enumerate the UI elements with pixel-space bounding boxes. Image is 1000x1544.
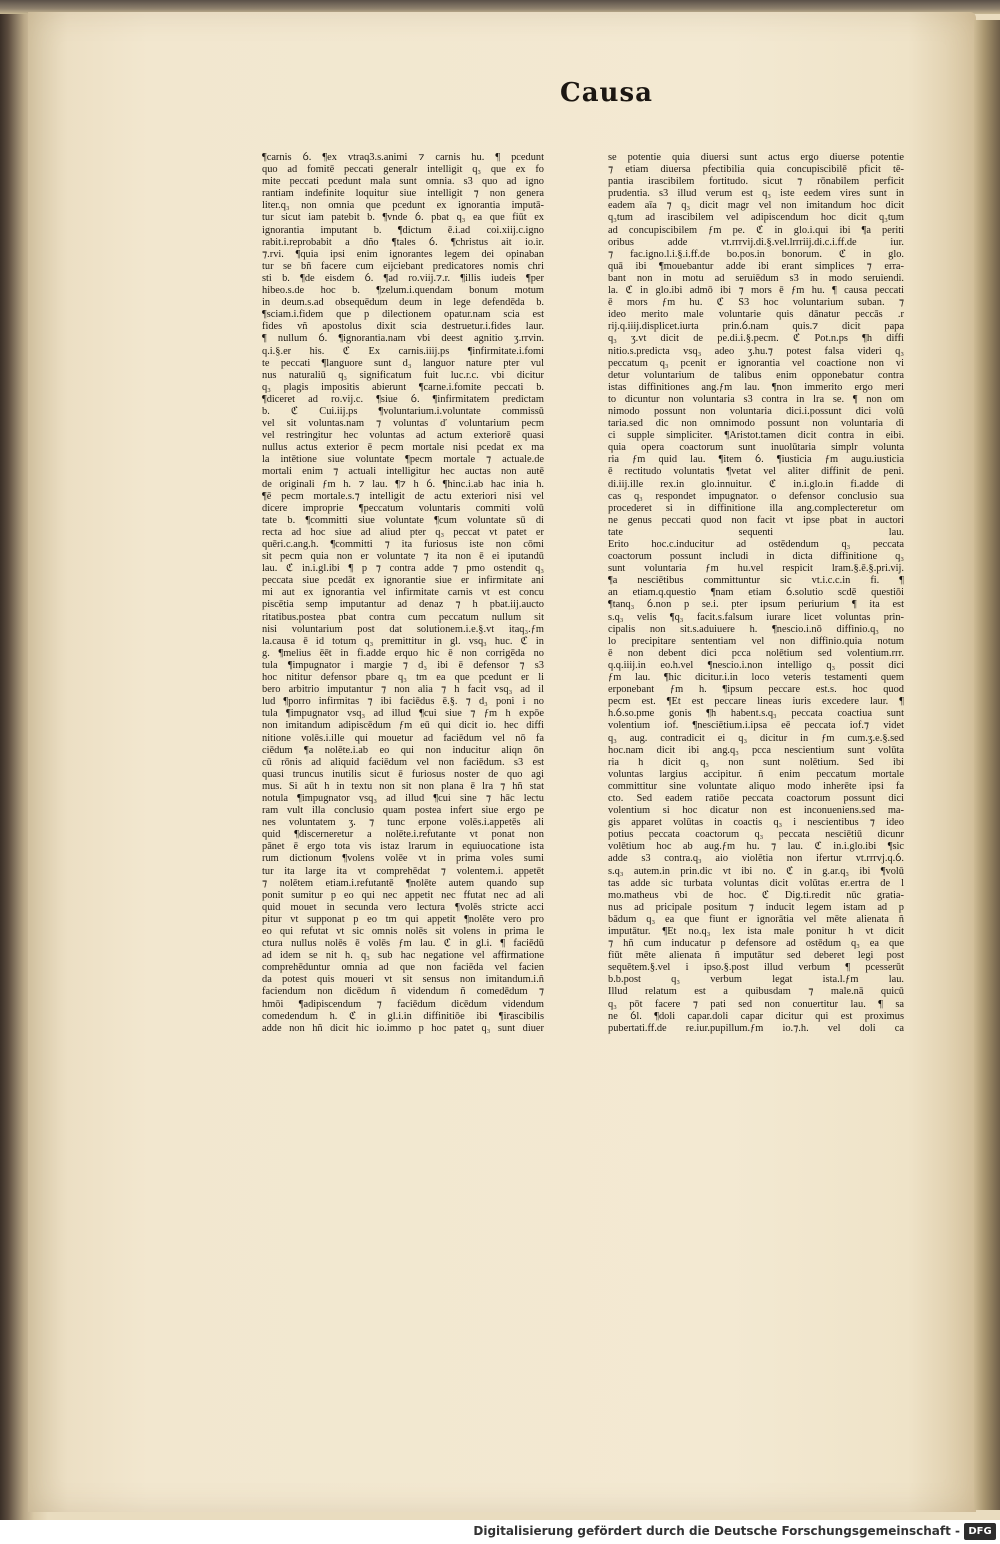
text-line: ⁊.rvi. ¶quia ipsi enim ignorantes legem dei opinaban xyxy=(262,248,544,260)
text-line: s.q₃ velis ¶q₃ facit.s.falsum iurare licet voluntas prin- xyxy=(608,611,904,623)
text-line: procederet si in diffinitione illa ang.complecteretur om xyxy=(608,502,904,514)
text-line: comedendum h. ℭ in gl.i.in diffinitiōe ibi ¶irascibilis xyxy=(262,1010,544,1022)
text-line: ad idem se nit h. q₃ sub hac negatione vel affirmatione xyxy=(262,950,544,962)
text-line: taria.sed dic non omnimodo possunt non voluntaria di xyxy=(608,418,904,430)
text-line: mite peccati pcedunt mala sunt omnia. s3 quo ad igno xyxy=(262,176,544,188)
text-line: adde s3 contra.q₃ aio violētia non ifertur vt.rrrvj.q.ỽ. xyxy=(608,853,904,865)
text-line: tas adde sic turbata voluntas dicit volūtas er.ertra de l xyxy=(608,877,904,889)
text-line: ¶diceret ad ro.vij.c. ¶siue ỽ. ¶infirmitatem predictam xyxy=(262,393,544,405)
text-line: g. ¶melius ēēt in fi.adde erquo hic ē non corrigēda no xyxy=(262,647,544,659)
text-line: q.q.iiij.in eo.h.vel ¶nescio.i.non intelligo q₃ possit dici xyxy=(608,659,904,671)
text-line: ⁊ fac.igno.l.i.§.i.ff.de bo.pos.in bonorum. ℭ in glo. xyxy=(608,248,904,260)
text-line: ria ƒm quid lau. ¶item ỽ. ¶iusticia ƒm augu.iusticia xyxy=(608,454,904,466)
text-line: hmōi ¶adipiscendum ⁊ faciēdum dicēdum videndum xyxy=(262,998,544,1010)
footer-bar xyxy=(0,1520,1000,1544)
text-line: detur voluntarium de talibus enim opponebatur contra xyxy=(608,369,904,381)
text-line: cto. Sed eadem ratiōe peccata coactorum possunt dici xyxy=(608,792,904,804)
text-line: ⁊ hñ cum inducatur p defensore ad ostēdum q₃ ea que xyxy=(608,938,904,950)
text-line: q₃ pōt facere ⁊ pati sed non conuertitur lau. ¶ sa xyxy=(608,998,904,1010)
text-line: ¶sciam.i.fidem que p dilectionem opatur.nam scia est xyxy=(262,309,544,321)
text-line: b. ℭ Cui.iij.ps ¶voluntarium.i.voluntate commissū xyxy=(262,405,544,417)
text-line: ƒm lau. ¶hic dicitur.i.in loco veteris testamenti quem xyxy=(608,672,904,684)
text-line: q₃ aug. contradicit ei q₃ dicitur in ƒm cum.ʒ.e.§.sed xyxy=(608,732,904,744)
text-line: ponit sumitur p eo qui nec appetit nec ffutat nec ad ali xyxy=(262,889,544,901)
text-line: quia opera coactorum sunt inuolūtaria simplr volunta xyxy=(608,442,904,454)
text-line: ⁊ etiam diuersa pfectibilia quia concupiscibilē pficit tē- xyxy=(608,164,904,176)
text-line: de originali ƒm h. ⁊ lau. ¶⁊ h ỽ. ¶hinc.i.ab hac inia h. xyxy=(262,478,544,490)
text-line: imputātur. ¶Et no.q₃ lex ista male ponitur h vt dicit xyxy=(608,926,904,937)
text-line: tur ita large ita vt comprehēdat ⁊ volentem.i. appetēt xyxy=(262,865,544,877)
text-line: nes voluntatem ʒ. ⁊ tunc erpone volēs.i.appetēs ali xyxy=(262,817,544,829)
text-line: bant non in motu ad seruiēdum s3 in modo seruiendi. xyxy=(608,272,904,284)
text-line: rum dictionum ¶volens volēe vt in prima voles sumi xyxy=(262,853,544,865)
text-line: rantiam indefinite loquitur siue intelligit ⁊ non genera xyxy=(262,188,544,200)
text-line: tate sequenti lau. xyxy=(608,526,904,538)
text-line: lud ¶porro infirmitas ⁊ ibi faciēdus ē.§. ⁊ d₃ poni i no xyxy=(262,696,544,708)
text-line: erponebant ƒm h. ¶ipsum peccare est.s. hoc quod xyxy=(608,684,904,696)
text-line: ram vult illa conclusio quam postea infert siue ergo pe xyxy=(262,805,544,817)
text-line: tula ¶impugnator i margie ⁊ d₃ ibi ē defensor ⁊ s3 xyxy=(262,659,544,671)
text-line: bādum q₃ ea que fiunt er ignorātia vel mēte alienata ñ xyxy=(608,913,904,925)
text-line: nitione volēs.i.ille qui mouetur ad faciēdum vel nō fa xyxy=(262,732,544,744)
text-line: non imitandum adipiscēdum ƒm eū qui dicit io. hec diffi xyxy=(262,720,544,732)
text-line: vel sit voluntas.nam ⁊ voluntas ď voluntarium pecm xyxy=(262,418,544,430)
text-line: quid mouet in secunda vero lectura ¶volēs stricte acci xyxy=(262,901,544,913)
book-right-edge xyxy=(974,20,1000,1510)
text-line: hoc nititur defensor pbare q₃ tm ea que pcedunt er li xyxy=(262,672,544,684)
text-line: ¶ē pecm mortale.s.⁊ intelligit de actu exteriori nisi vel xyxy=(262,490,544,502)
text-line: quid ¶discerneretur a nolēte.i.refutante vt ponat non xyxy=(262,829,544,841)
text-line: la intētione siue voluntate ¶pecm mortale ⁊ actuale.de xyxy=(262,454,544,466)
text-line: nimodo possunt non voluntaria dici.i.possunt dici volū xyxy=(608,405,904,417)
text-line: nus naturaliū q₃ significatum fuit luc.r.c. vbi dicitur xyxy=(262,369,544,381)
left-text-column xyxy=(262,152,544,1035)
text-line: tur se bñ facere cum eijciebant predicatores nomis chri xyxy=(262,260,544,272)
text-line: hoc.nam dicit ibi ang.q₃ pcca nescientium sunt volūta xyxy=(608,744,904,756)
text-line: mortali enim ⁊ actuali intelligitur hec auctas non autē xyxy=(262,466,544,478)
text-line: rij.q.iiij.displicet.iurta prin.ỽ.nam quis.⁊ dicit papa xyxy=(608,321,904,333)
text-line: liter.q₃ non omnia que pcedunt ex ignorantia imputā- xyxy=(262,200,544,212)
text-line: di.iij.ille rex.in glo.innuitur. ℭ in.i.glo.in fi.adde di xyxy=(608,478,904,490)
text-line: tula ¶impugnator vsq₃ ad illud ¶cui siue ⁊ ƒm h expōe xyxy=(262,708,544,720)
text-line: ¶ nullum ỽ. ¶ignorantia.nam vbi deest agnitio ʒ.rrvin. xyxy=(262,333,544,345)
text-line: Erito hoc.c.inducitur ad ostēdendum q₃ peccata xyxy=(608,539,904,550)
text-line: q.i.§.er his. ℭ Ex carnis.iiij.ps ¶infirmitate.i.fomi xyxy=(262,345,544,357)
text-line: da potest quis moueri vt sit sensus non imitandum.i.ñ xyxy=(262,974,544,986)
text-line: cipalis non sit.s.aduiuere h. ¶nescio.i.nō diffinio.q₃ no xyxy=(608,623,904,635)
text-line: ¶carnis ỽ. ¶ex vtraq3.s.animi ⁊ carnis hu. ¶ pcedunt xyxy=(262,152,544,163)
text-line: ctura nullus nolēs ē volēs ƒm lau. ℭ in gl.i. ¶ faciēdū xyxy=(262,938,544,950)
text-line: eadem aīa ⁊ q₃ dicit magr vel non imitandum hoc dicit xyxy=(608,200,904,212)
text-line: volentium si hoc dicatur non est inconueniens.sed ma- xyxy=(608,805,904,817)
text-line: recta ad hoc siue ad aliud pter q₃ peccat vt patet er xyxy=(262,526,544,538)
text-line: pantia irascibilem fortitudo. sicut ⁊ rōnabilem perficit xyxy=(608,176,904,188)
text-line: la.causa ē id totum q₃ premittitur in gl. vsq₃ huc. ℭ in xyxy=(262,635,544,647)
text-line: ¶tanq₃ ỽ.non p se.i. pter ipsum periurium ¶ ita est xyxy=(608,599,904,611)
text-line: la. ℭ in glo.ibi admō ibi ⁊ mors ē ƒm hu. ¶ causa peccati xyxy=(608,285,904,297)
text-line: quēri.c.ang.h. ¶committi ⁊ ita furiosus iste non cōmi xyxy=(262,539,544,550)
text-line: potius peccata coactorum q₃ peccata nesciētiū dicunr xyxy=(608,829,904,841)
text-line: gis apparet volūtas in coactis q₃ i nescientibus ⁊ ideo xyxy=(608,817,904,829)
text-line: ē rectitudo voluntatis ¶vetat vel aliter diffinit de peni. xyxy=(608,466,904,478)
text-line: te peccati ¶languore sunt d₃ languor nature pter vul xyxy=(262,357,544,369)
text-line: fiūt mēte alienata ñ imputātur sed deberet legi post xyxy=(608,950,904,962)
text-line: b.b.post q₃ verbum legat ista.l.ƒm lau. xyxy=(608,974,904,986)
text-line: sunt voluntaria ƒm hu.vel respicit lram.§.ē.§.pri.vij. xyxy=(608,563,904,575)
text-line: comprehēduntur omnia ad que non faciēda vel facien xyxy=(262,962,544,974)
text-line: quasi truncus inutilis sicut ē furiosus noster de quo agi xyxy=(262,768,544,780)
text-line: ne ỽl. ¶doli capar.doli capar dicitur qui est proximus xyxy=(608,1010,904,1022)
text-line: q₃ plagis impositis abierunt ¶carne.i.fomite peccati b. xyxy=(262,381,544,393)
text-line: tur sicut iam patebit b. ¶vnde ỽ. pbat q₃ ea que fiūt ex xyxy=(262,212,544,224)
text-line: nus ad pricipale positum ⁊ inducit legem istam ad p xyxy=(608,901,904,913)
text-line: vel restringitur hec voluntas ad actum exteriorē quasi xyxy=(262,430,544,442)
text-line: ¶a nesciētibus committuntur sic vt.i.c.c.in fi. ¶ xyxy=(608,575,904,587)
text-line: sequētem.§.vel i ipso.§.post illud verbum ¶ pcesserūt xyxy=(608,962,904,974)
text-line: an etiam.q.questio ¶nam etiam ỽ.solutio scdē questiōi xyxy=(608,587,904,599)
text-line: ritatibus.postea pbat contra cum peccatum nullum sit xyxy=(262,611,544,623)
text-line: pānet ē ergo tota vis istaz lrarum in equiuocatione ista xyxy=(262,841,544,853)
text-line: cas q₃ respondet impugnator. o defensor conclusio sua xyxy=(608,490,904,502)
text-line: ē mors ƒm hu. ℭ S3 hoc voluntarium suban. ⁊ xyxy=(608,297,904,309)
text-line: prudentia. s3 illud verum est q₃ iste eedem vires sunt in xyxy=(608,188,904,200)
text-line: faciendum non dicēdum ñ videndum ñ comedēdum ⁊ xyxy=(262,986,544,998)
text-line: nisi voluntarium post dat solutionem.i.e.§.vt itaq₃.ƒm xyxy=(262,623,544,635)
text-line: nitio.s.predicta vsq₃ adeo ʒ.hu.⁊ potest falsa videri q₃ xyxy=(608,345,904,357)
text-line: committitur sine voluntate aliquo modo inherēte ipsi fa xyxy=(608,780,904,792)
text-line: volentium iof. ¶nesciētium.i.ipsa eē peccata iof.⁊ videt xyxy=(608,720,904,732)
text-line: adde non hñ dicit hic io.immo p hoc patet q₃ sunt diuer xyxy=(262,1022,544,1034)
text-line: sit pecm quia non er voluntate ⁊ ita non ē ei iputandū xyxy=(262,551,544,563)
text-line: ad concupiscibilem ƒm pe. ℭ in glo.i.qui ibi ¶a periti xyxy=(608,224,904,236)
text-line: voluntas largius accipitur. ñ enim peccatum mortale xyxy=(608,768,904,780)
text-line: pitur vt supponat p eo tm qui appetit ¶nolēte vero pro xyxy=(262,913,544,925)
text-line: nullus actus exterior ē pecm mortale nisi pcedat ex ma xyxy=(262,442,544,454)
text-line: ignorantia imputant b. ¶dictum ē.i.ad coi.xiij.c.igno xyxy=(262,224,544,236)
text-line: oribus adde vt.rrrvij.di.§.vel.lrrriij.di.c.i.ff.de iur. xyxy=(608,236,904,248)
page-heading: Causa xyxy=(560,78,653,108)
text-line: notula ¶impugnator vsq₃ ad illud ¶cui sine ⁊ hāc lectu xyxy=(262,792,544,804)
text-line: eo qui refutat vt sic omnis nolēs sit volens in prima le xyxy=(262,926,544,937)
text-line: volētium hoc ab aug.ƒm hu. ⁊ lau. ℭ in.i.glo.ibi ¶sic xyxy=(608,841,904,853)
dfg-logo-icon: DFG xyxy=(964,1523,996,1540)
text-line: q₃ ʒ.vt dicit de pe.di.i.§.pecm. ℭ Pot.n.ps ¶h diffi xyxy=(608,333,904,345)
text-line: ē non debent dici pcca nolētium sed volentium.rrr. xyxy=(608,647,904,659)
text-line: mi aut ex ignorantia vel infirmitate carnis vt est concu xyxy=(262,587,544,599)
text-line: coactorum possunt includi in dicta diffinitione q₃ xyxy=(608,551,904,563)
text-line: in deum.s.ad obsequēdum deum in lege defendēda b. xyxy=(262,297,544,309)
text-line: q₃tum ad irascibilem vel adipiscendum hoc dicit q₃tum xyxy=(608,212,904,224)
text-line: lo precipitare sententiam vel non diffinio.quia notum xyxy=(608,635,904,647)
text-line: peccatum q₃ pcenit er ignorantia vel coactione non vi xyxy=(608,357,904,369)
text-line: istas diffinitiones ang.ƒm lau. ¶non immerito ergo meri xyxy=(608,381,904,393)
text-line: lau. ℭ in.i.gl.ibi ¶ p ⁊ contra adde ⁊ pmo ostendit q₃ xyxy=(262,563,544,575)
text-line: fides vñ apostolus dixit scia destruetur.i.fides laur. xyxy=(262,321,544,333)
text-line: cū rōnis ad aliquid faciēdum vel non faciēdum. s3 est xyxy=(262,756,544,768)
text-line: ⁊ nolētem etiam.i.refutantē ¶nolēte autem quando sup xyxy=(262,877,544,889)
right-text-column xyxy=(608,152,904,1035)
text-line: piscētia semp imputantur ad denaz ⁊ h pbat.iij.aucto xyxy=(262,599,544,611)
text-line: ideo merito male voluntarie quis dānatur peccās .r xyxy=(608,309,904,321)
text-line: ci supple simpliciter. ¶Aristot.tamen dicit contra in eibi. xyxy=(608,430,904,442)
text-line: peccata siue pcedāt ex ignorantie siue er infirmitate ani xyxy=(262,575,544,587)
text-line: h.ỽ.so.pme gonis ¶h habent.s.q₃ peccata coactiua sunt xyxy=(608,708,904,720)
text-line: pubertati.ff.de re.iur.pupillum.ƒm io.⁊.h. vel doli ca xyxy=(608,1022,904,1034)
text-line: to dicuntur non voluntaria s3 contra in lra se. ¶ non om xyxy=(608,393,904,405)
text-line: mus. Si aūt h in textu non sit non plana ē lra ⁊ hñ stat xyxy=(262,780,544,792)
text-line: dicere improprie ¶peccatum voluntaris commiti volū xyxy=(262,502,544,514)
text-line: ciēdum ¶a nolēte.i.ab eo qui non inducitur aliqn ōn xyxy=(262,744,544,756)
funding-credit: Digitalisierung gefördert durch die Deutsche Forschungsgemeinschaft - xyxy=(473,1524,960,1538)
text-line: bero arbitrio imputantur ⁊ non alia ⁊ h facit vsq₃ ad il xyxy=(262,684,544,696)
text-line: rabit.i.reprobabit a dño ¶tales ỽ. ¶christus ait io.ir. xyxy=(262,236,544,248)
text-line: hibeo.s.de hoc b. ¶zelum.i.quendam bonum motum xyxy=(262,285,544,297)
text-line: pecm est. ¶Et est peccare lineas iuris excedere laur. ¶ xyxy=(608,696,904,708)
text-line: mo.matheus vbi de hoc. ℭ Dig.ti.redit nūc gratia- xyxy=(608,889,904,901)
text-line: tate b. ¶committi siue voluntate ¶cum voluntate sū di xyxy=(262,514,544,526)
text-line: Illud relatum est a quibusdam ⁊ male.nā quicū xyxy=(608,986,904,998)
text-line: se potentie quia diuersi sunt actus ergo diuerse potentie xyxy=(608,152,904,163)
text-line: sti b. ¶de eisdem ỽ. ¶ad ro.viij.⁊.r. ¶illis iudeis ¶per xyxy=(262,272,544,284)
text-line: s.q₃ autem.in prin.dic vt ibi no. ℭ in g.ar.q₃ ibi ¶volū xyxy=(608,865,904,877)
text-line: quā ibi ¶mouebantur adde ibi erant simplices ⁊ erra- xyxy=(608,260,904,272)
text-line: ne genus peccati quod non facit vt ipse pbat in auctori xyxy=(608,514,904,526)
text-line: quo ad fomitē peccati generalr intelligit q₃ que ex fo xyxy=(262,164,544,176)
text-line: ria h dicit q₃ non sunt nolētium. Sed ibi xyxy=(608,756,904,768)
